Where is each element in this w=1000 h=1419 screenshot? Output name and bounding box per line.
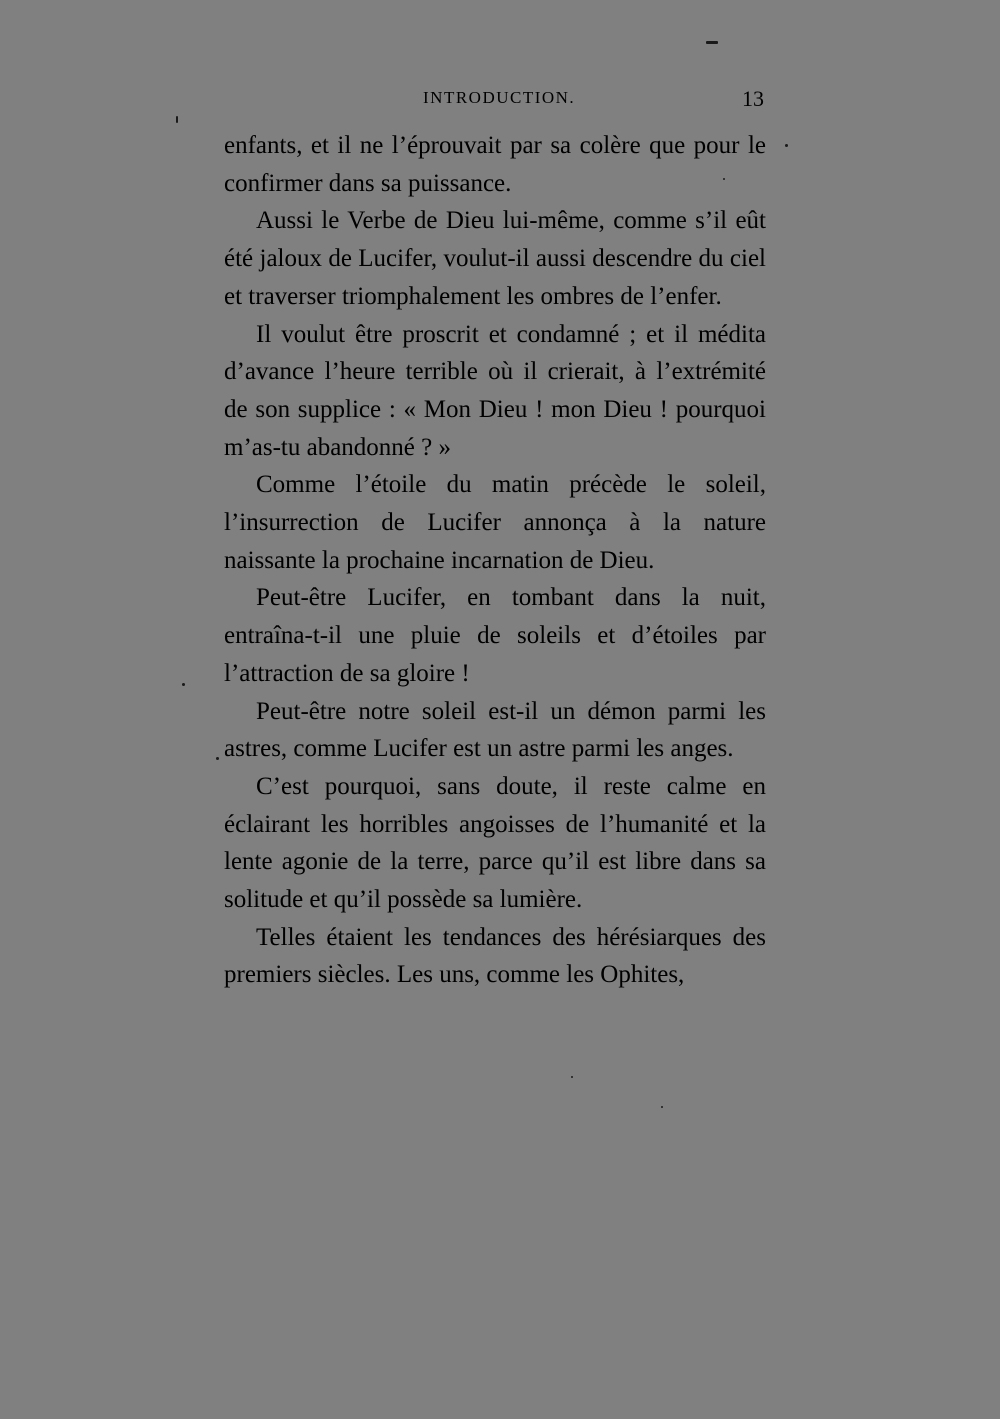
paragraph-4: Comme l’étoile du matin précède le soleil, l’insurrection de Lucifer annonça à la nature naissante la prochaine incarnation de Dieu. — [224, 471, 766, 574]
page-number: 13 — [742, 86, 764, 111]
paragraph-6: Peut-être notre soleil est-il un démon parmi les astres, comme Lucifer est un astre parmi les anges. — [224, 697, 766, 763]
scan-speck — [182, 683, 185, 686]
scan-speck — [176, 116, 178, 123]
scan-speck — [571, 1076, 573, 1078]
scan-speck — [216, 757, 219, 760]
paragraph-2: Aussi le Verbe de Dieu lui-même, comme s’il eût été jaloux de Lucifer, voulut-il aussi descendre du ciel et traverser triomphalement les ombres de l’enfer. — [224, 207, 766, 310]
scan-speck — [723, 178, 725, 180]
paragraph-8: Telles étaient les tendances des hérésiarques des premiers siècles. Les uns, comme les Ophites, — [224, 923, 766, 989]
scan-speck — [706, 41, 718, 44]
paragraph-7: C’est pourquoi, sans doute, il reste calme en éclairant les horribles angoisses de l’humanité et la lente agonie de la terre, parce qu’il est libre dans sa solitude et qu’il possède sa lumière. — [224, 772, 766, 914]
running-title: INTRODUCTION. — [423, 88, 576, 107]
running-head — [223, 86, 768, 116]
paragraph-5: Peut-être Lucifer, en tombant dans la nuit, entraîna-t-il une pluie de soleils et d’étoiles par l’attraction de sa gloire ! — [224, 584, 766, 687]
body-text — [224, 127, 766, 994]
paragraph-1: enfants, et il ne l’éprouvait par sa colère que pour le confirmer dans sa puissance. — [224, 132, 766, 197]
paragraph-3: Il voulut être proscrit et condamné ; et il médita d’avance l’heure terrible où il crierait, à l’extrémité de son supplice : « Mon Dieu ! mon Dieu ! pourquoi m’as-tu abandonné ? » — [224, 320, 766, 461]
scan-speck — [785, 144, 788, 147]
scan-speck — [661, 1106, 663, 1108]
